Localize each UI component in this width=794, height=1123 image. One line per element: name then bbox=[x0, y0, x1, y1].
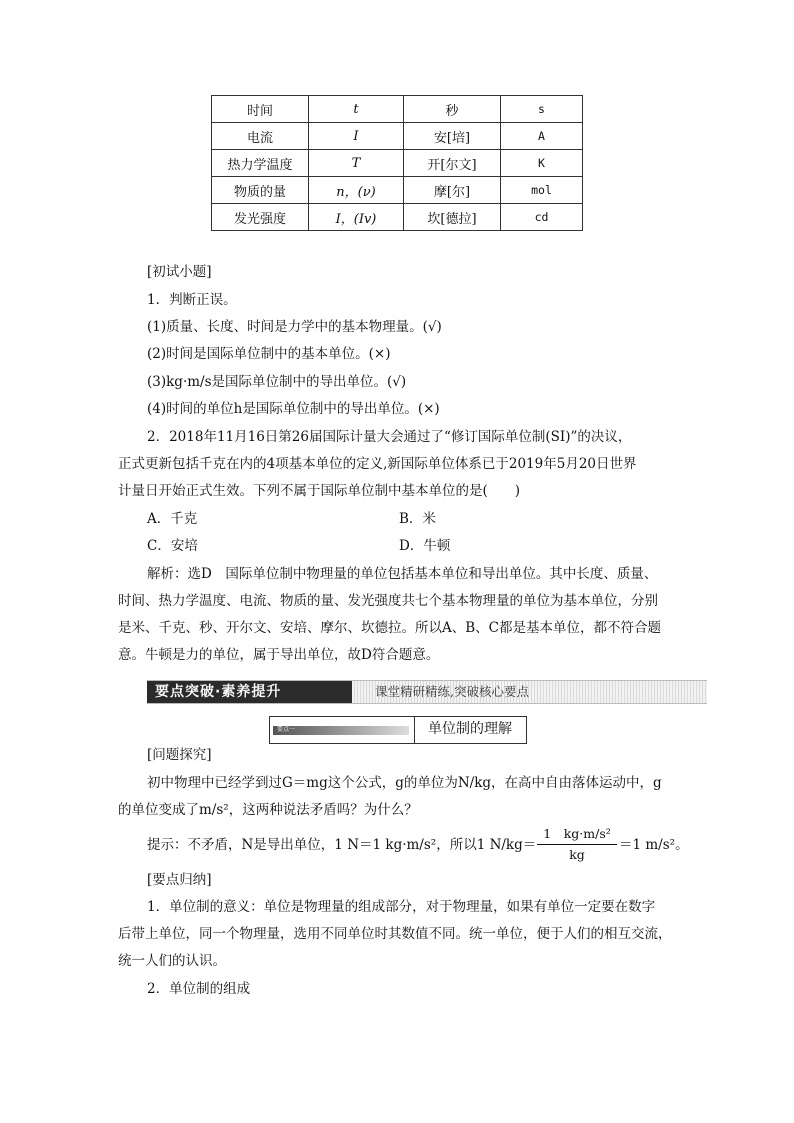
table-row bbox=[212, 177, 583, 204]
unit-name-cell: 坎[德拉] bbox=[404, 204, 501, 231]
option-b: B．米 bbox=[399, 511, 436, 527]
answer-line: 解析：选D 国际单位制中物理量的单位包括基本单位和导出单位。其中长度、质量、 bbox=[147, 566, 658, 582]
summary-line: 后带上单位，同一个物理量，选用不同单位时其数值不同。统一单位，便于人们的相互交流， bbox=[118, 926, 672, 942]
unit-name-cell: 安[培] bbox=[404, 123, 501, 150]
section-banner bbox=[147, 680, 707, 704]
symbol-cell: t bbox=[309, 96, 404, 123]
unit-name-cell: 摩[尔] bbox=[404, 177, 501, 204]
option-a: A．千克 bbox=[147, 511, 198, 527]
summary-line: 统一人们的认识。 bbox=[118, 953, 226, 969]
fraction-denominator: kg bbox=[569, 847, 585, 862]
subsection-header bbox=[269, 716, 527, 744]
answer-line: 时间、热力学温度、电流、物质的量、发光强度共七个基本物理量的单位为基本单位，分别 bbox=[118, 593, 658, 609]
explore-line: 的单位变成了m/s²，这两种说法矛盾吗？为什么？ bbox=[118, 802, 418, 818]
section-heading-explore: [问题探究] bbox=[147, 747, 212, 763]
judgement-item: (2)时间是国际单位制中的基本单位。(×) bbox=[147, 346, 391, 362]
unit-symbol-cell: cd bbox=[501, 204, 583, 231]
divider bbox=[414, 717, 415, 743]
quantity-cell: 物质的量 bbox=[212, 177, 309, 204]
subsection-tag-label: 要点一 bbox=[277, 726, 296, 733]
judgement-item: (4)时间的单位h是国际单位制中的导出单位。(×) bbox=[147, 401, 440, 417]
unit-symbol-cell: K bbox=[501, 150, 583, 177]
fraction-numerator: 1 kg·m/s² bbox=[543, 826, 611, 841]
unit-name-cell: 开[尔文] bbox=[404, 150, 501, 177]
judgement-item: (3)kg·m/s是国际单位制中的导出单位。(√) bbox=[147, 374, 407, 390]
table-row bbox=[212, 96, 583, 123]
explore-line: 初中物理中已经学到过G＝mg这个公式，g的单位为N/kg，在高中自由落体运动中，g bbox=[147, 775, 662, 791]
quantity-cell: 电流 bbox=[212, 123, 309, 150]
subsection-title: 单位制的理解 bbox=[428, 721, 512, 737]
quantity-cell: 时间 bbox=[212, 96, 309, 123]
unit-name-cell: 秒 bbox=[404, 96, 501, 123]
table-row bbox=[212, 123, 583, 150]
banner-subtitle: 课堂精研精练,突破核心要点 bbox=[375, 684, 529, 699]
option-c: C．安培 bbox=[147, 538, 198, 554]
fraction-bar bbox=[537, 844, 617, 845]
hint-suffix: ＝1 m/s²。 bbox=[619, 837, 689, 853]
fraction bbox=[537, 826, 617, 863]
symbol-cell: I，(Iv) bbox=[309, 204, 404, 231]
banner-title: 要点突破·素养提升 bbox=[155, 684, 282, 700]
summary-line: 1．单位制的意义：单位是物理量的组成部分，对于物理量，如果有单位一定要在数字 bbox=[147, 899, 656, 915]
table-row bbox=[212, 204, 583, 231]
question-2-line: 2．2018年11月16日第26届国际计量大会通过了“修订国际单位制(SI)”的决议， bbox=[147, 429, 632, 445]
subsection-tag bbox=[273, 726, 409, 735]
answer-line: 是米、千克、秒、开尔文、安培、摩尔、坎德拉。所以A、B、C都是基本单位，都不符合题 bbox=[118, 620, 661, 636]
summary-item-2: 2．单位制的组成 bbox=[147, 981, 251, 997]
question-1-title: 1．判断正误。 bbox=[147, 292, 237, 308]
unit-symbol-cell: s bbox=[501, 96, 583, 123]
question-2-line: 正式更新包括千克在内的4项基本单位的定义,新国际单位体系已于2019年5月20日世界 bbox=[118, 456, 637, 472]
answer-line: 意。牛顿是力的单位，属于导出单位，故D符合题意。 bbox=[118, 647, 440, 663]
table-row bbox=[212, 150, 583, 177]
option-d: D．牛顿 bbox=[399, 538, 451, 554]
section-heading-trial: [初试小题] bbox=[147, 264, 212, 280]
symbol-cell: n，(ν) bbox=[309, 177, 404, 204]
quantity-cell: 发光强度 bbox=[212, 204, 309, 231]
judgement-item: (1)质量、长度、时间是力学中的基本物理量。(√) bbox=[147, 319, 442, 335]
si-units-table bbox=[211, 95, 583, 231]
unit-symbol-cell: mol bbox=[501, 177, 583, 204]
hint-prefix: 提示：不矛盾，N是导出单位，1 N＝1 kg·m/s²，所以1 N/kg＝ bbox=[147, 837, 537, 853]
quantity-cell: 热力学温度 bbox=[212, 150, 309, 177]
section-heading-summary: [要点归纳] bbox=[147, 872, 212, 888]
banner-title-block bbox=[147, 681, 352, 703]
unit-symbol-cell: A bbox=[501, 123, 583, 150]
symbol-cell: I bbox=[309, 123, 404, 150]
question-2-line: 计量日开始正式生效。下列不属于国际单位制中基本单位的是( ) bbox=[118, 483, 521, 499]
symbol-cell: T bbox=[309, 150, 404, 177]
